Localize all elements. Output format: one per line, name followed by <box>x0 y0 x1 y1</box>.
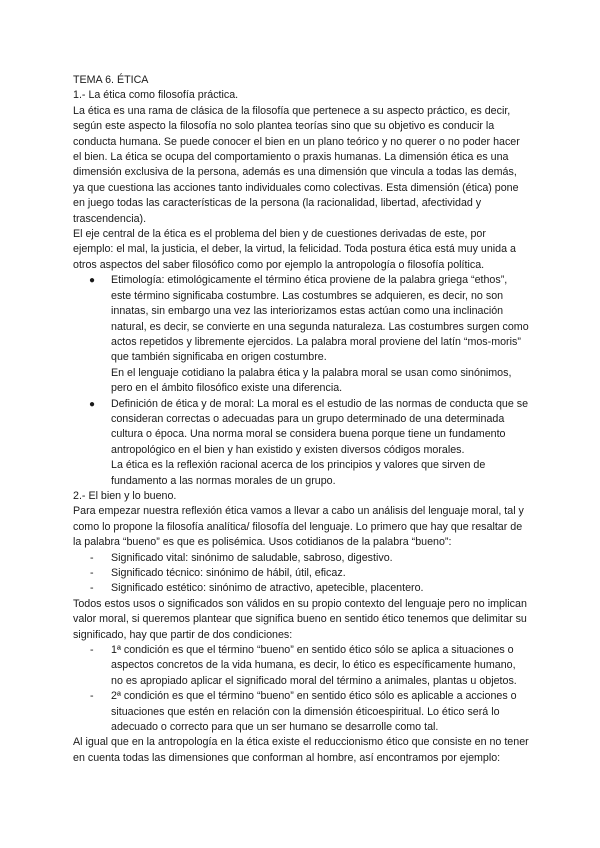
dash-list-item <box>73 689 529 735</box>
dash-item-text: 1ª condición es que el término “bueno” en sentido ético sólo se aplica a situaciones o aspectos concretos de la vida humana, es decir, lo ético es específicamente humano, no es apropiado aplicar el significado moral del término a animales, plantas u objetos. <box>111 644 517 687</box>
dash-icon: - <box>90 644 94 657</box>
bullet-icon: ● <box>89 275 96 287</box>
dash-list-item <box>73 566 529 581</box>
dash-icon: - <box>90 582 94 595</box>
bullet-1-continuation: En el lenguaje cotidiano la palabra ética y la palabra moral se usan como sinónimos, pero en el ámbito filosófico existe una diferencia. <box>111 366 512 395</box>
dash-icon: - <box>90 551 94 564</box>
dash-icon: - <box>90 690 94 703</box>
dash-item-text: Significado técnico: sinónimo de hábil, útil, eficaz. <box>111 567 346 579</box>
bullet-item-definicion <box>73 397 529 489</box>
dash-list-item <box>73 643 529 689</box>
bullet-1-text: Etimología: etimológicamente el término ética proviene de la palabra griega “ethos”, este término significaba costumbre. Las costumbres se adquieren, es decir, no son innatas, sin embargo una vez las interiorizamos estas actúan como una inclinación natural, es decir, se convierte en una segunda naturaleza. Las costumbres surgen como actos repetidos y libremente ejercidos. La palabra moral proviene del latín “mos-moris” que también significaba en origen costumbre. <box>111 274 529 364</box>
section-1-heading: 1.- La ética como filosofía práctica. <box>73 89 239 102</box>
dash-list-item <box>73 581 529 596</box>
paragraph-1: La ética es una rama de clásica de la filosofía que pertenece a su aspecto práctico, es decir, según este aspecto la filosofía no solo plantea teorías sino que su objetivo es conducir la conducta humana. Se puede conocer el bien en un plano teórico y no querer o no poder hacer el bien. La ética se ocupa del comportamiento o praxis humanas. La dimensión ética es una dimensión exclusiva de la persona, además es una dimensión que vincula a todas las demás, ya que cuestiona las acciones tanto individuales como colectivas. Esta dimensión (ética) pone en juego todas las características de la persona (la racionalidad, libertad, afectividad y trascendencia). <box>73 104 520 225</box>
bullet-2-text: Definición de ética y de moral: La moral es el estudio de las normas de conducta que se consideran correctas o adecuadas para un grupo determinado de una determinada cultura o época. Una norma moral se considera buena porque tiene un fundamento antropológico en el bien y han existido y existen diversos códigos morales. <box>111 397 529 456</box>
dash-item-text: Significado estético: sinónimo de atractivo, apetecible, placentero. <box>111 582 424 595</box>
paragraph-4: Todos estos usos o significados son válidos en su propio contexto del lenguaje pero no implican valor moral, si queremos plantear que significa bueno en sentido ético tenemos que delimitar su significado, hay que partir de dos condiciones: <box>73 597 527 641</box>
dash-list-item <box>73 551 529 566</box>
paragraph-3: Para empezar nuestra reflexión ética vamos a llevar a cabo un análisis del lenguaje moral, tal y como lo propone la filosofía analítica/ filosofía del lenguaje. Lo primero que hay que resaltar de la palabra “bueno” es que es polisémica. Usos cotidianos de la palabra “bueno”: <box>73 505 524 549</box>
dash-item-text: 2ª condición es que el término “bueno” en sentido ético sólo es aplicable a acciones o situaciones que estén en relación con la dimensión éticoespiritual. Lo ético será lo adecuado o correcto para que un ser humano se desarrolle como tal. <box>111 690 517 734</box>
document-title: TEMA 6. ÉTICA <box>73 74 149 86</box>
dash-icon: - <box>90 567 94 579</box>
bullet-item-etimologia <box>73 273 529 396</box>
bullet-icon: ● <box>89 398 96 410</box>
bullet-2-continuation: La ética es la reflexión racional acerca de los principios y valores que sirven de fundamento a las normas morales de un grupo. <box>111 459 486 487</box>
paragraph-2: El eje central de la ética es el problema del bien y de cuestiones derivadas de este, por ejemplo: el mal, la justicia, el deber, la virtud, la felicidad. Toda postura ética está muy unida a otros aspectos del saber filosófico como por ejemplo la antropología o filosofía política. <box>73 228 516 271</box>
section-2-heading: 2.- El bien y lo bueno. <box>73 489 177 502</box>
document-page <box>73 73 529 766</box>
paragraph-5: Al igual que en la antropología en la ética existe el reduccionismo ético que consiste en no tener en cuenta todas las dimensiones que conforman al hombre, así encontramos por ejemplo: <box>73 736 529 764</box>
dash-item-text: Significado vital: sinónimo de saludable, sabroso, digestivo. <box>111 551 393 564</box>
